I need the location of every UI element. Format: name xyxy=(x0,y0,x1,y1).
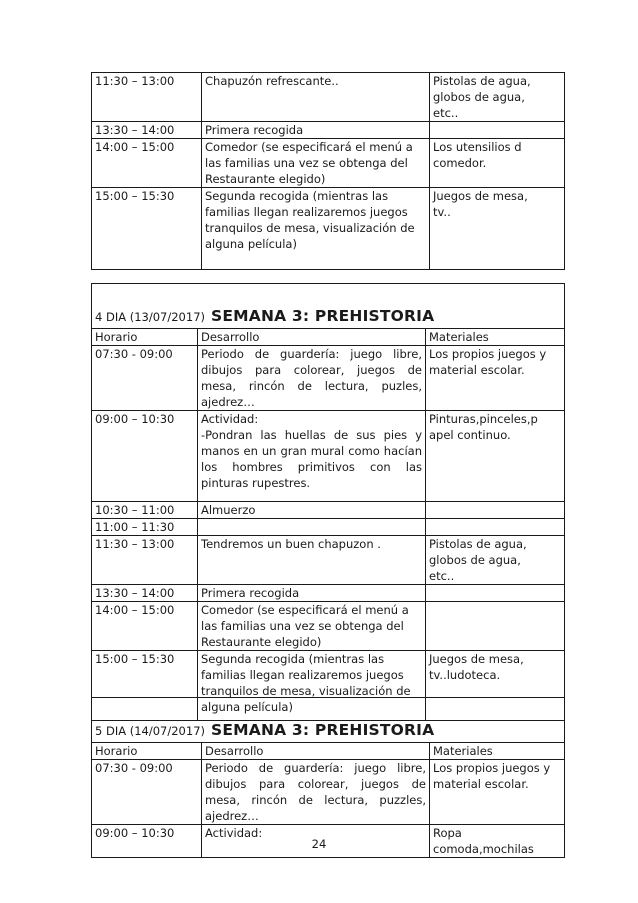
column-header-materiales: Materiales xyxy=(430,743,565,760)
materiales-cell xyxy=(426,519,565,536)
horario-cell: 11:00 – 11:30 xyxy=(92,519,198,536)
horario-cell: 14:00 – 15:00 xyxy=(92,139,202,188)
table-row xyxy=(92,411,565,502)
schedule-table-day-4 xyxy=(91,283,565,721)
horario-cell: 10:30 – 11:00 xyxy=(92,502,198,519)
week-title: SEMANA 3: PREHISTORIA xyxy=(211,307,435,325)
table-row xyxy=(92,188,565,270)
desarrollo-cell: Periodo de guardería: juego libre, dibujos para colorear, juegos de mesa, rincón de lectura, puzzles, ajedrez… xyxy=(202,760,430,825)
desarrollo-cell: Comedor (se especificará el menú a las familias una vez se obtenga del Restaurante elegido) xyxy=(202,139,430,188)
table-row xyxy=(92,536,565,585)
table-row xyxy=(92,139,565,188)
day-date: 5 DIA (14/07/2017) xyxy=(95,724,205,738)
table-row xyxy=(92,602,565,651)
desarrollo-cell: Primera recogida xyxy=(202,122,430,139)
horario-cell: 11:30 – 13:00 xyxy=(92,73,202,122)
horario-cell: 14:00 – 15:00 xyxy=(92,602,198,651)
materiales-cell: Los utensilios d comedor. xyxy=(430,139,565,188)
column-header-horario: Horario xyxy=(92,329,198,346)
table-row xyxy=(92,346,565,411)
materiales-cell: Pistolas de agua, globos de agua, etc.. xyxy=(426,536,565,585)
table-row xyxy=(92,122,565,139)
materiales-cell: Pistolas de agua, globos de agua, etc.. xyxy=(430,73,565,122)
desarrollo-cell: Actividad: xyxy=(202,825,430,858)
column-header-horario: Horario xyxy=(92,743,202,760)
table-row xyxy=(92,73,565,122)
desarrollo-cell: Actividad: -Pondran las huellas de sus pies y manos en un gran mural como hacían los hombres primitivos con las pinturas rupestres. xyxy=(198,411,426,502)
table-row xyxy=(92,585,565,602)
column-header-desarrollo: Desarrollo xyxy=(202,743,430,760)
desarrollo-cell: Almuerzo xyxy=(198,502,426,519)
schedule-table-day-3-continued xyxy=(91,72,565,270)
desarrollo-cell: Tendremos un buen chapuzon . xyxy=(198,536,426,585)
table-row xyxy=(92,760,565,825)
column-header-materiales: Materiales xyxy=(426,329,565,346)
horario-cell: 15:00 – 15:30 xyxy=(92,188,202,270)
materiales-cell: Pinturas,pinceles,p apel continuo. xyxy=(426,411,565,502)
desarrollo-cell: Chapuzón refrescante.. xyxy=(202,73,430,122)
desarrollo-cell: Periodo de guardería: juego libre, dibujos para colorear, juegos de mesa, rincón de lectura, puzles, ajedrez… xyxy=(198,346,426,411)
table-title-row xyxy=(92,698,565,743)
table-header-row xyxy=(92,743,565,760)
materiales-cell: Los propios juegos y material escolar. xyxy=(426,346,565,411)
schedule-table-day-5 xyxy=(91,697,565,858)
table-header-row xyxy=(92,329,565,346)
materiales-cell xyxy=(426,585,565,602)
column-header-desarrollo: Desarrollo xyxy=(198,329,426,346)
materiales-cell: Juegos de mesa, tv..ludoteca. xyxy=(426,651,565,721)
materiales-cell: Juegos de mesa, tv.. xyxy=(430,188,565,270)
materiales-cell: Los propios juegos y material escolar. xyxy=(430,760,565,825)
desarrollo-cell: Primera recogida xyxy=(198,585,426,602)
desarrollo-cell: Segunda recogida (mientras las familias llegan realizaremos juegos tranquilos de mesa, visualización de alguna película) xyxy=(198,651,426,721)
materiales-cell xyxy=(426,602,565,651)
horario-cell: 15:00 – 15:30 xyxy=(92,651,198,721)
day-date: 4 DIA (13/07/2017) xyxy=(95,310,205,324)
horario-cell: 13:30 – 14:00 xyxy=(92,122,202,139)
desarrollo-cell: Segunda recogida (mientras las familias llegan realizaremos juegos tranquilos de mesa, visualización de alguna película) xyxy=(202,188,430,270)
materiales-cell xyxy=(430,122,565,139)
table-row xyxy=(92,519,565,536)
desarrollo-cell xyxy=(198,519,426,536)
week-title: SEMANA 3: PREHISTORIA xyxy=(211,721,435,739)
horario-cell: 09:00 – 10:30 xyxy=(92,411,198,502)
horario-cell: 09:00 – 10:30 xyxy=(92,825,202,858)
materiales-cell: Ropa comoda,mochilas xyxy=(430,825,565,858)
materiales-cell xyxy=(426,502,565,519)
table-title-cell xyxy=(92,698,565,743)
horario-cell: 11:30 – 13:00 xyxy=(92,536,198,585)
table-title-row xyxy=(92,284,565,329)
horario-cell: 13:30 – 14:00 xyxy=(92,585,198,602)
page-number: 24 xyxy=(311,837,327,851)
desarrollo-cell: Comedor (se especificará el menú a las familias una vez se obtenga del Restaurante elegido) xyxy=(198,602,426,651)
horario-cell: 07:30 - 09:00 xyxy=(92,346,198,411)
table-row xyxy=(92,502,565,519)
table-title-cell xyxy=(92,284,565,329)
horario-cell: 07:30 - 09:00 xyxy=(92,760,202,825)
